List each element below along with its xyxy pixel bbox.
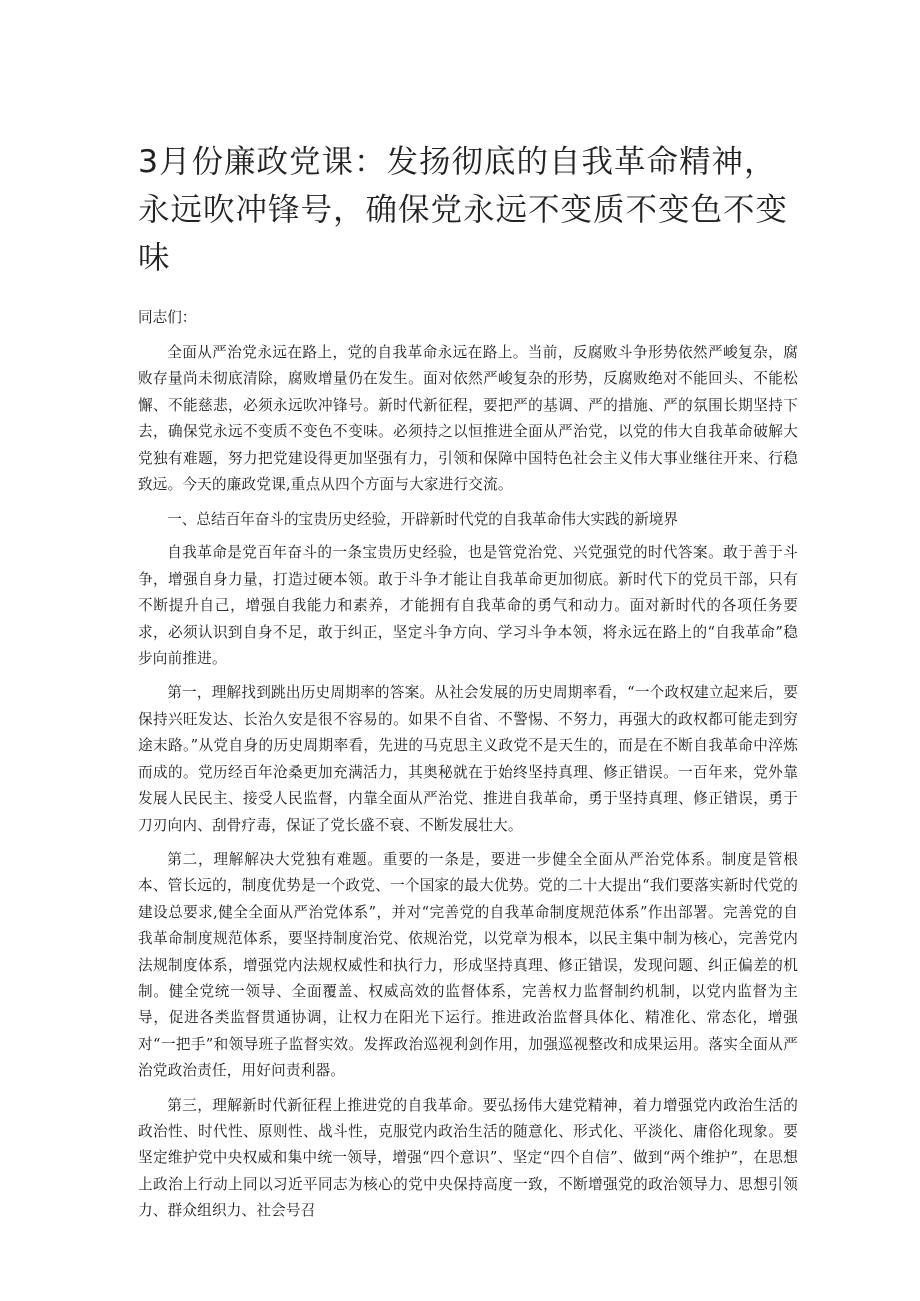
document-title: 3月份廉政党课：发扬彻底的自我革命精神，永远吹冲锋号，确保党永远不变质不变色不变味 [138, 144, 789, 276]
intro-paragraph: 全面从严治党永远在路上，党的自我革命永远在路上。当前，反腐败斗争形势依然严峻复杂，腐败存量尚未彻底清除，腐败增量仍在发生。面对依然严峻复杂的形势，反腐败绝对不能回头、不能松懈、不能慈悲，必须永远吹冲锋号。新时代新征程，要把严的基调、严的措施、严的氛围长期坚持下去，确保党永远不变质不变色不变味。必须持之以恒推进全面从严治党，以党的伟大自我革命破解大党独有难题，努力把党建设得更加坚强有力，引领和保障中国特色社会主义伟大事业继往开来、行稳致远。今天的廉政党课,重点从四个方面与大家进行交流。 [138, 344, 798, 494]
point-3-paragraph: 第三，理解新时代新征程上推进党的自我革命。要弘扬伟大建党精神，着力增强党内政治生活的政治性、时代性、原则性、战斗性，克服党内政治生活的随意化、形式化、平淡化、庸俗化现象。要坚定维护党中央权威和集中统一领导，增强“四个意识”、坚定“四个自信”、做到“两个维护”，在思想上政治上行动上同以习近平同志为核心的党中央保持高度一致，不断增强党的政治领导力、思想引领力、群众组织力、社会号召 [138, 1096, 798, 1220]
salutation: 同志们： [138, 309, 197, 326]
point-1-paragraph: 第一，理解找到跳出历史周期率的答案。从社会发展的历史周期率看，“一个政权建立起来后，要保持兴旺发达、长治久安是很不容易的。如果不自省、不警惕、不努力，再强大的政权都可能走到穷途末路。”从党自身的历史周期率看，先进的马克思主义政党不是天生的，而是在不断自我革命中淬炼而成的。党历经百年沧桑更加充满活力，其奥秘就在于始终坚持真理、修正错误。一百年来，党外靠发展人民民主、接受人民监督，内靠全面从严治党、推进自我革命，勇于坚持真理、修正错误，勇于刀刃向内、刮骨疗毒，保证了党长盛不衰、不断发展壮大。 [138, 684, 798, 834]
section-heading-1: 一、总结百年奋斗的宝贵历史经验，开辟新时代党的自我革命伟大实践的新境界 [167, 511, 678, 529]
point-2-paragraph: 第二，理解解决大党独有难题。重要的一条是，要进一步健全全面从严治党体系。制度是管根本、管长远的，制度优势是一个政党、一个国家的最大优势。党的二十大提出“我们要落实新时代党的建设总要求,健全全面从严治党体系”，并对“完善党的自我革命制度规范体系”作出部署。完善党的自我革命制度规范体系，要坚持制度治党、依规治党，以党章为根本，以民主集中制为核心，完善党内法规制度体系，增强党内法规权威性和执行力，形成坚持真理、修正错误，发现问题、纠正偏差的机制。健全党统一领导、全面覆盖、权威高效的监督体系，完善权力监督制约机制，以党内监督为主导，促进各类监督贯通协调，让权力在阳光下运行。推进政治监督具体化、精准化、常态化，增强对“一把手”和领导班子监督实效。发挥政治巡视利剑作用，加强巡视整改和成果运用。落实全面从严治党政治责任，用好问责利器。 [138, 850, 798, 1080]
document-page [138, 138, 798, 1233]
section-1-paragraph: 自我革命是党百年奋斗的一条宝贵历史经验，也是管党治党、兴党强党的时代答案。敢于善于斗争，增强自身力量，打造过硬本领。敢于斗争才能让自我革命更加彻底。新时代下的党员干部，只有不断提升自己，增强自我能力和素养，才能拥有自我革命的勇气和动力。面对新时代的各项任务要求，必须认识到自身不足，敢于纠正，坚定斗争方向、学习斗争本领，将永远在路上的“自我革命”稳步向前推进。 [138, 544, 798, 668]
